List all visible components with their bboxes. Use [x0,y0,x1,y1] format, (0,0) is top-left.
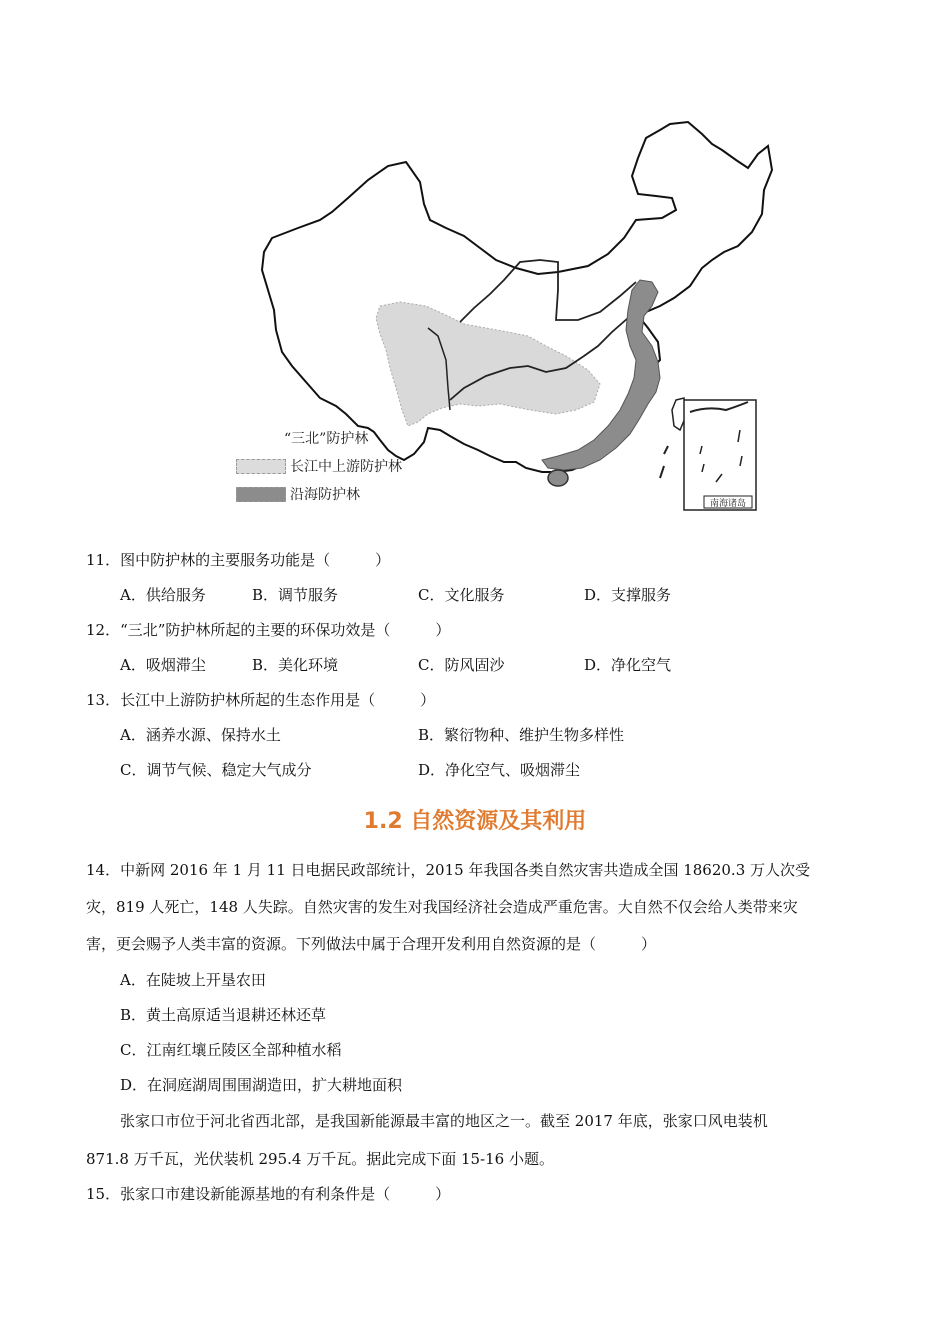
q14-option-b[interactable]: B．黄土高原适当退耕还林还草 [120,1006,327,1024]
legend-swatch-dark [236,487,286,502]
q14-option-a[interactable]: A．在陡坡上开垦农田 [120,971,266,989]
q13-option-b[interactable]: B．繁衍物种、维护生物多样性 [418,726,625,744]
q12-option-d[interactable]: D．净化空气 [584,656,672,674]
legend-sanbei: “三北”防护林 [284,431,369,447]
section-heading: 1.2 自然资源及其利用 [363,809,587,834]
hainan-island [548,470,568,486]
q13-option-c[interactable]: C．调节气候、稳定大气成分 [120,761,312,779]
south-china-sea-inset [684,400,756,510]
q12-option-b[interactable]: B．美化环境 [252,656,339,674]
inset-label: 南海诸岛 [709,499,747,509]
question-15: 15．张家口市建设新能源基地的有利条件是（ ） [86,1185,451,1203]
q11-option-d[interactable]: D．支撑服务 [584,586,672,604]
q12-option-a[interactable]: A．吸烟滞尘 [120,656,206,674]
q11-option-b[interactable]: B．调节服务 [252,586,339,604]
q11-option-c[interactable]: C．文化服务 [418,586,505,604]
map-legend [236,424,402,508]
q14-option-d[interactable]: D．在洞庭湖周围围湖造田，扩大耕地面积 [120,1076,403,1094]
q12-option-c[interactable]: C．防风固沙 [418,656,505,674]
q13-option-d[interactable]: D．净化空气、吸烟滞尘 [418,761,581,779]
material-line-2: 871.8 万千瓦，光伏装机 295.4 万千瓦。据此完成下面 15-16 小题。 [86,1150,554,1168]
question-13: 13．长江中上游防护林所起的生态作用是（ ） [86,691,436,709]
material-line-1: 张家口市位于河北省西北部，是我国新能源最丰富的地区之一。截至 2017 年底，张家口风电装机 [120,1112,768,1130]
legend-yangtze: 长江中上游防护林 [290,459,402,475]
q14-option-c[interactable]: C．江南红壤丘陵区全部种植水稻 [120,1041,342,1059]
legend-swatch-light [236,459,286,474]
question-12: 12．“三北”防护林所起的主要的环保功效是（ ） [86,621,451,639]
q11-option-a[interactable]: A．供给服务 [120,586,206,604]
question-14-line-1: 14．中新网 2016 年 1 月 11 日电据民政部统计，2015 年我国各类自然灾害共造成全国 18620.3 万人次受 [86,861,811,879]
question-11: 11．图中防护林的主要服务功能是（ ） [86,551,391,569]
legend-coastal: 沿海防护林 [290,487,360,503]
question-14-line-2: 灾，819 人死亡，148 人失踪。自然灾害的发生对我国经济社会造成严重危害。大自然不仅会给人类带来灾 [86,898,798,916]
question-14-line-3: 害，更会赐予人类丰富的资源。下列做法中属于合理开发利用自然资源的是（ ） [86,935,657,953]
q13-option-a[interactable]: A．涵养水源、保持水土 [120,726,281,744]
